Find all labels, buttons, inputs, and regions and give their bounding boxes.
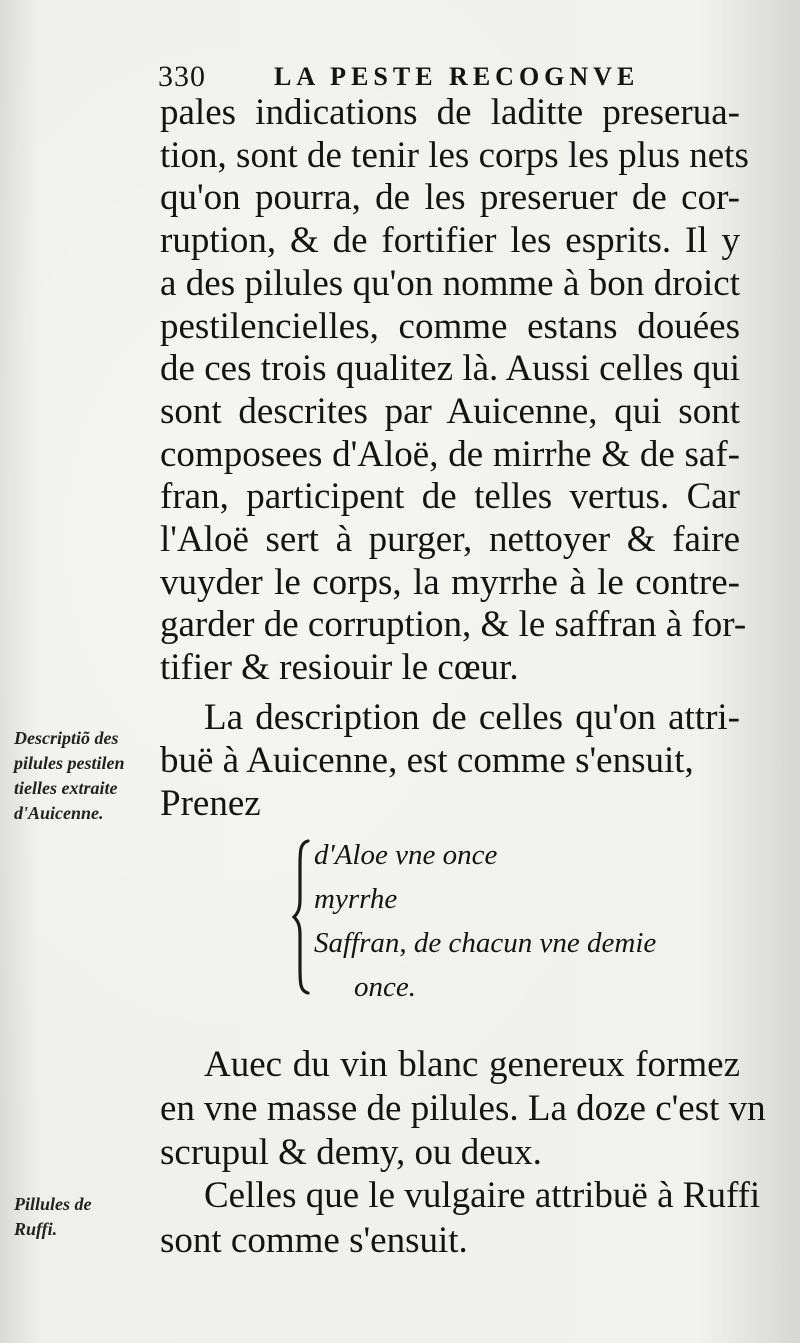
margin-note-line: Ruffi.	[14, 1219, 58, 1239]
text-line: a des pilules qu'on nomme à bon droict	[160, 262, 740, 304]
running-title: LA PESTE RECOGNVE	[274, 62, 640, 91]
text-line: sont comme s'ensuit.	[160, 1220, 468, 1261]
text-line: Celles que le vulgaire attribuë à Ruffi	[204, 1175, 761, 1216]
paragraph-1	[160, 92, 749, 690]
text-line: fran, participent de telles vertus. Car	[160, 476, 740, 518]
curly-brace-icon	[292, 837, 314, 997]
text-line: garder de corruption, & le saffran à for-	[160, 604, 747, 646]
text-line: La description de celles qu'on attri-	[204, 697, 740, 738]
margin-note-ruffi	[14, 1192, 164, 1242]
text-line: pestilencielles, comme estans douées	[160, 305, 740, 347]
margin-note-description	[14, 726, 164, 826]
margin-note-line: d'Auicenne.	[14, 803, 104, 823]
text-line: buë à Auicenne, est comme s'ensuit,	[160, 740, 694, 781]
recipe-line: once.	[354, 971, 416, 1003]
text-line: qu'on pourra, de les preseruer de cor-	[160, 177, 740, 219]
text-line: scrupul & demy, ou deux.	[160, 1132, 542, 1173]
text-line: en vne masse de pilules. La doze c'est vn	[160, 1088, 766, 1129]
text-line: tion, sont de tenir les corps les plus nets	[160, 134, 749, 176]
text-line: tifier & resiouir le cœur.	[160, 647, 519, 689]
text-line: de ces trois qualitez là. Aussi celles qui	[160, 348, 740, 390]
text-line: vuyder le corps, la myrrhe à le contre-	[160, 561, 740, 603]
recipe-lines	[314, 833, 656, 1009]
recipe-line: myrrhe	[314, 883, 398, 915]
page-header	[150, 56, 710, 96]
text-line: pales indications de laditte preserua-	[160, 92, 740, 133]
text-line: sont descrites par Auicenne, qui sont	[160, 390, 740, 432]
text-line: Prenez	[160, 783, 261, 824]
margin-note-line: pilules pestilen	[14, 753, 125, 773]
paragraph-4	[160, 1173, 761, 1263]
recipe-block	[292, 833, 742, 1003]
margin-note-line: Pillules de	[14, 1194, 92, 1214]
paragraph-2	[160, 696, 740, 825]
text-line: Auec du vin blanc genereux formez	[204, 1044, 740, 1085]
margin-note-line: tielles extraite	[14, 778, 118, 798]
margin-note-line: Descriptiõ des	[14, 728, 119, 748]
text-line: ruption, & de fortifier les esprits. Il y	[160, 220, 740, 262]
paragraph-3	[160, 1043, 766, 1175]
recipe-line: d'Aloe vne once	[314, 839, 498, 871]
text-line: l'Aloë sert à purger, nettoyer & faire	[160, 519, 740, 561]
recipe-line: Saffran, de chacun vne demie	[314, 927, 657, 959]
page-number: 330	[158, 60, 206, 93]
text-line: composees d'Aloë, de mirrhe & de saf-	[160, 433, 740, 475]
